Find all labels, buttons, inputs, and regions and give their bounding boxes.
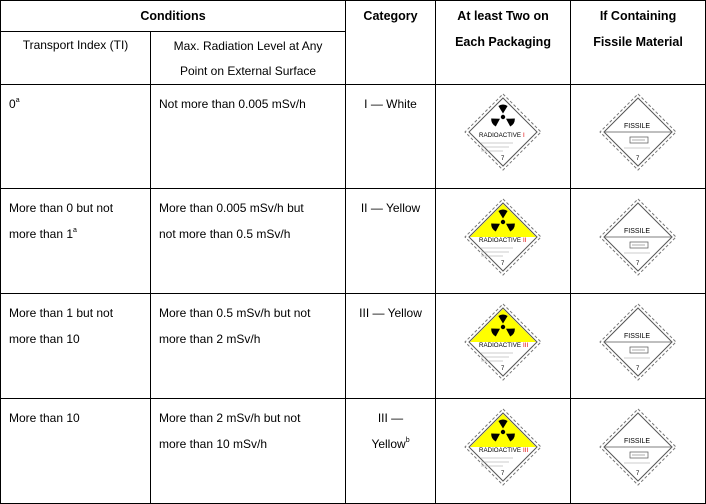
category-cell: II — Yellow [346, 189, 436, 294]
radioactive-label-icon [463, 92, 543, 172]
label-roman: I [523, 132, 525, 139]
label-word: RADIOACTIVE [479, 132, 521, 139]
fissile-word: FISSILE [624, 437, 651, 445]
fissile-class-number: 7 [636, 260, 640, 267]
fissile-class-number: 7 [636, 365, 640, 372]
label-word: RADIOACTIVE [479, 341, 521, 349]
fissile-label-cell [571, 399, 706, 504]
transport-index-cell: 0$^a$ [1, 85, 151, 189]
radiation-level-cell: Not more than 0.005 mSv/h [151, 85, 346, 189]
footnote-marker: a [15, 97, 20, 104]
packaging-label-cell [436, 85, 571, 189]
transport-index-cell: More than 1 but not more than 10 [1, 294, 151, 399]
transport-index-cell: More than 10 [1, 399, 151, 504]
table-row [1, 399, 706, 504]
radioactive-label-icon [463, 197, 543, 277]
table-row [1, 189, 706, 294]
radiation-level-cell: More than 2 mSv/h but not more than 10 mSv/h [151, 399, 346, 504]
conditions-header: Conditions [1, 1, 346, 32]
table-row [1, 85, 706, 189]
label-class-number: 7 [501, 260, 505, 267]
category-header: Category [346, 1, 436, 85]
fissile-label-cell [571, 85, 706, 189]
label-roman: III [523, 446, 529, 454]
label-class-number: 7 [501, 365, 505, 372]
label-roman: II [523, 236, 527, 244]
fissile-label-cell [571, 294, 706, 399]
radiation-level-cell: More than 0.005 mSv/h but not more than 0.5 mSv/h [151, 189, 346, 294]
fissile-label-icon [598, 302, 678, 382]
fissile-class-number: 7 [636, 156, 640, 162]
transport-index-header: Transport Index (TI) [1, 32, 151, 85]
category-cell: I — White [346, 85, 436, 189]
transport-index-cell: More than 0 but not more than 1$^a$ [1, 189, 151, 294]
radiation-level-cell: More than 0.5 mSv/h but not more than 2 mSv/h [151, 294, 346, 399]
radioactive-label-icon [463, 302, 543, 382]
label-word: RADIOACTIVE [479, 446, 521, 454]
packaging-label-cell [436, 294, 571, 399]
fissile-word: FISSILE [624, 227, 651, 235]
at-least-two-header: At least Two on Each Packaging [436, 1, 571, 85]
max-radiation-header: Max. Radiation Level at Any Point on External Surface [151, 32, 346, 85]
label-class-number: 7 [501, 156, 505, 162]
label-word: RADIOACTIVE [479, 236, 521, 244]
fissile-label-icon [598, 92, 678, 172]
fissile-label-icon [598, 407, 678, 487]
fissile-header: If Containing Fissile Material [571, 1, 706, 85]
category-cell: III — Yellow [346, 294, 436, 399]
radioactive-label-icon [463, 407, 543, 487]
packaging-label-cell [436, 189, 571, 294]
fissile-word: FISSILE [624, 332, 651, 340]
fissile-label-cell [571, 189, 706, 294]
table-row [1, 294, 706, 399]
fissile-label-icon [598, 197, 678, 277]
packaging-label-cell [436, 399, 571, 504]
category-cell: III — Yellow$^b$ [346, 399, 436, 504]
fissile-word: FISSILE [624, 123, 651, 130]
footnote-marker: a [73, 227, 77, 234]
footnote-marker: b [405, 437, 410, 444]
label-roman: III [523, 341, 529, 349]
fissile-class-number: 7 [636, 470, 640, 477]
label-class-number: 7 [501, 470, 505, 477]
